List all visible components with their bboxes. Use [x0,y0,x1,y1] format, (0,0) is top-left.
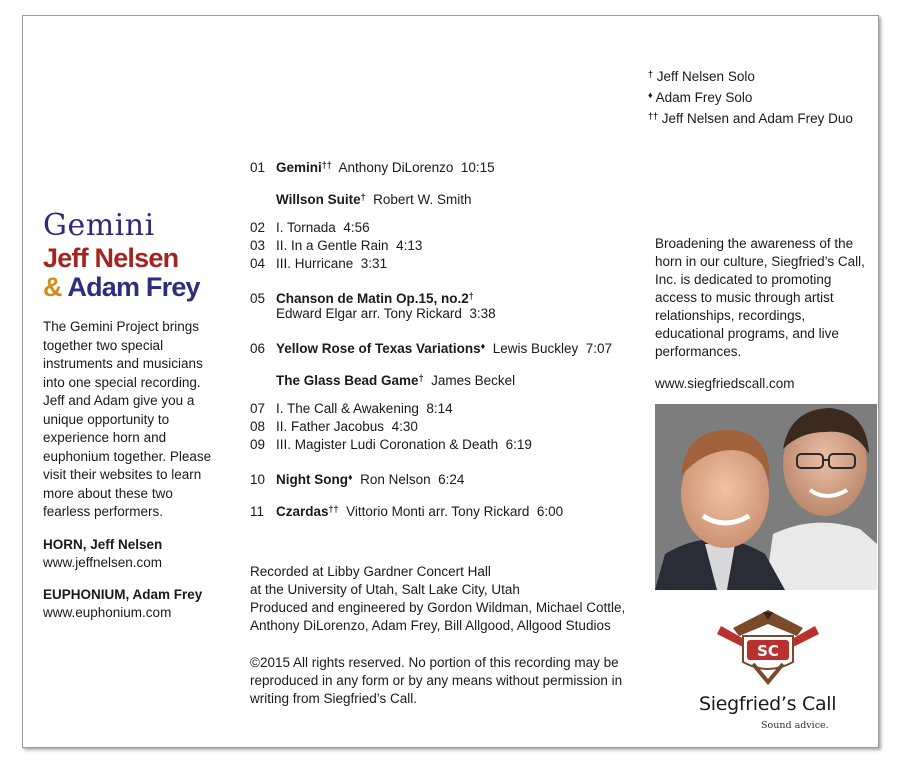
logo-emblem [713,606,823,686]
credits-line: Recorded at Libby Gardner Concert Hall [250,564,491,579]
track-row: 01 Gemini†† Anthony DiLorenzo 10:15 [250,160,495,175]
track-row: 02 I. Tornada 4:56 [250,220,370,235]
artist-jeff-nelsen: Jeff Nelsen [43,243,179,273]
suite-heading: The Glass Bead Game† James Beckel [276,373,516,388]
cd-insert-panel [22,15,879,748]
artists-photo-illustration [655,404,877,590]
track-row-detail: Edward Elgar arr. Tony Rickard 3:38 [276,306,496,321]
track-row: 10 Night Song♦ Ron Nelson 6:24 [250,472,465,487]
performance-legend [648,65,853,128]
siegfrieds-call-logo [713,606,823,686]
album-title: Gemini [43,208,155,243]
album-blurb [43,318,223,622]
logo-letters: SC [757,642,779,660]
legend-item: ♦ Adam Frey Solo [648,90,753,105]
label-mission: Broadening the awareness of the horn in our culture, Siegfried’s Call, Inc. is dedicated to promoting access to music through artist relationships, recordings, educational programs, and live performances. www.siegfriedscall.com [655,235,875,393]
track-row: 08 II. Father Jacobus 4:30 [250,419,418,434]
artist-adam-frey: Adam Frey [67,272,200,302]
legend-item: † Jeff Nelsen Solo [648,69,755,84]
legend-item: †† Jeff Nelsen and Adam Frey Duo [648,111,853,126]
artists-photo [655,404,877,590]
recording-credits [250,563,650,635]
credits-line: Produced and engineered by Gordon Wildman, Michael Cottle, [250,600,626,615]
performer-role: EUPHONIUM, Adam Frey [43,586,203,602]
performer-role: HORN, Jeff Nelsen [43,536,163,552]
copyright-notice: ©2015 All rights reserved. No portion of this recording may be reproduced in any form or by any means without permission in writing from Siegfried’s Call. [250,655,623,706]
track-row: 05 Chanson de Matin Op.15, no.2† [250,291,474,306]
track-row: 07 I. The Call & Awakening 8:14 [250,401,453,416]
blurb-text: The Gemini Project brings together two special instruments and musicians into one special recording. Jeff and Adam give you a unique opportunity to experience horn and euphonium together. Please visit their websites to learn more about these two fearless performers. [43,319,212,519]
track-row: 09 III. Magister Ludi Coronation & Death 6:19 [250,437,532,452]
track-row: 06 Yellow Rose of Texas Variations♦ Lewis Buckley 7:07 [250,341,613,356]
artist-line-adam-frey [43,272,200,302]
credits-line: at the University of Utah, Salt Lake City, Utah [250,582,520,597]
label-website-link[interactable]: www.siegfriedscall.com [655,376,795,391]
track-row: 11 Czardas†† Vittorio Monti arr. Tony Rickard 6:00 [250,504,564,519]
track-row: 03 II. In a Gentle Rain 4:13 [250,238,423,253]
track-row: 04 III. Hurricane 3:31 [250,256,388,271]
label-tagline: Sound advice. [761,720,829,731]
label-name: Siegfried’s Call [699,693,837,715]
credits-line: Anthony DiLorenzo, Adam Frey, Bill Allgood, Allgood Studios [250,618,611,633]
ampersand: & [43,272,62,302]
performer-website-link[interactable]: www.jeffnelsen.com [43,554,163,570]
performer-website-link[interactable]: www.euphonium.com [43,604,172,620]
suite-heading: Willson Suite† Robert W. Smith [276,192,472,207]
